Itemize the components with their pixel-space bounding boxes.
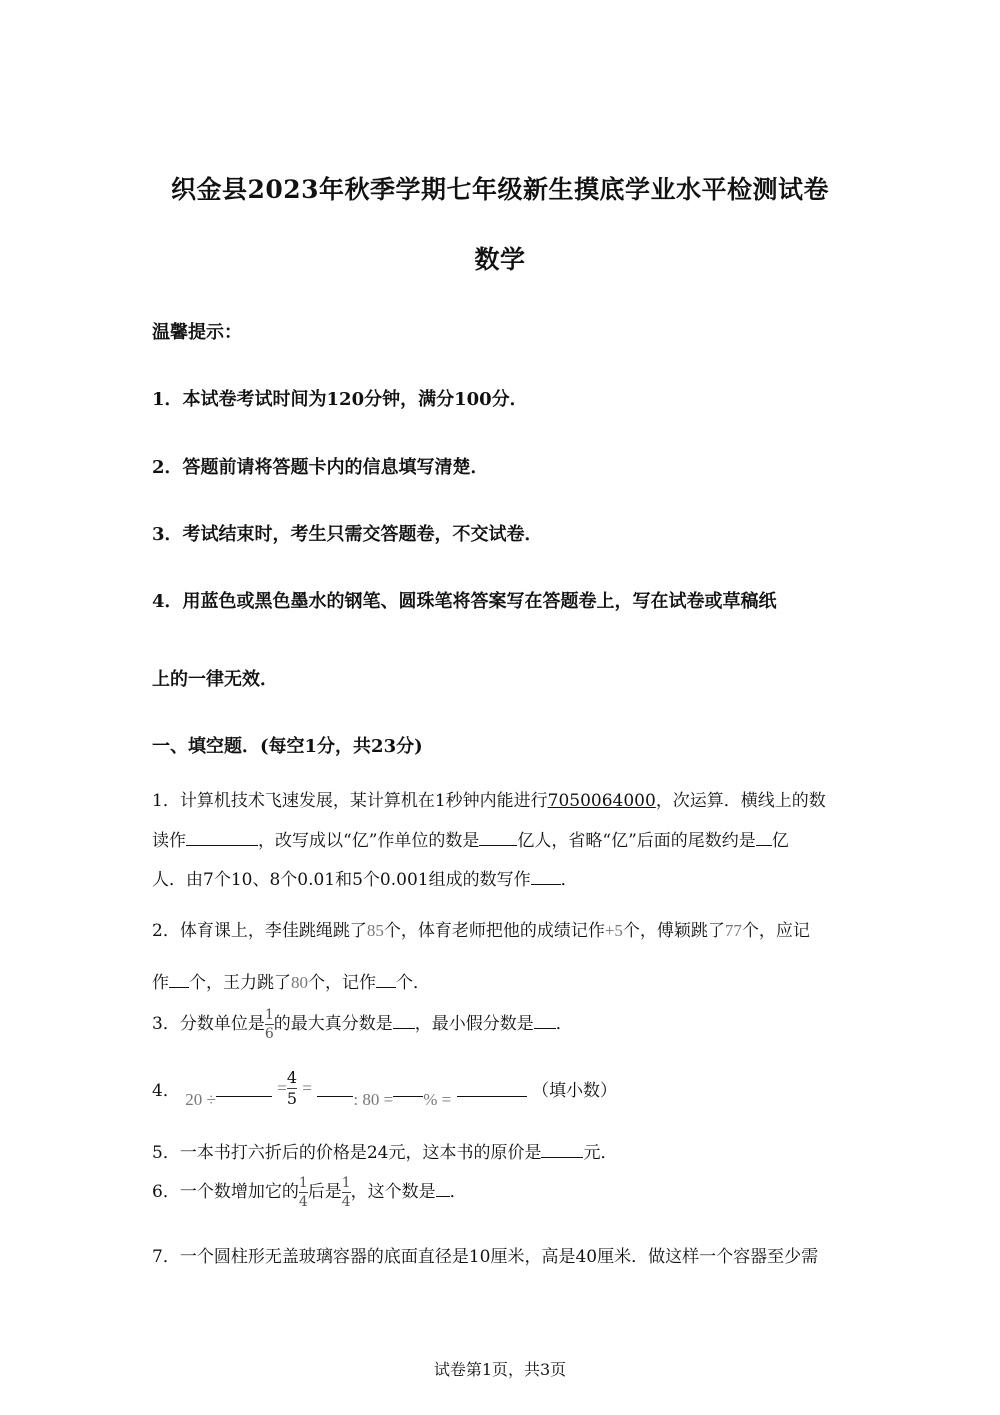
- q4-label: 4．: [152, 1081, 180, 1101]
- question-3: [152, 1008, 573, 1041]
- fraction-bar: [265, 1024, 274, 1025]
- q1-text: ，改写成以“亿”作单位的数是: [258, 831, 480, 851]
- fraction-denominator: 4: [341, 1194, 351, 1210]
- answer-blank[interactable]: [531, 867, 561, 885]
- q3-text: 3．分数单位是: [152, 1014, 265, 1034]
- q4-expression: 20 ÷: [185, 1090, 216, 1109]
- answer-blank[interactable]: [541, 1140, 583, 1158]
- section-heading: 一、填空题．(每空1分，共23分): [152, 736, 423, 757]
- q6-text: ，这个数是: [350, 1182, 436, 1202]
- q5-text: 5．一本书打六折后的价格是24元，这本书的原价是: [152, 1143, 542, 1163]
- exam-subject: 数学: [474, 245, 526, 274]
- q1-text: ，次运算．横线上的数: [655, 791, 826, 811]
- question-2-line-2: [152, 968, 430, 993]
- q1-number: 7050064000: [547, 791, 656, 811]
- question-7: [152, 1242, 818, 1267]
- q1-text: 读作: [152, 831, 186, 851]
- q2-value-80: 80: [291, 973, 308, 992]
- q7-text: 7．一个圆柱形无盖玻璃容器的底面直径是10厘米，高是40厘米．做这样一个容器至少需: [152, 1247, 819, 1267]
- answer-blank[interactable]: [376, 970, 396, 988]
- q4-equals: =: [302, 1078, 313, 1098]
- fraction-denominator: 6: [264, 1026, 274, 1042]
- q2-text: 个，王力跳了: [189, 973, 291, 993]
- q6-text: 后是: [307, 1182, 342, 1202]
- answer-blank[interactable]: [534, 1011, 556, 1029]
- question-1-line-2: [152, 826, 789, 851]
- fraction-one-quarter: [342, 1176, 351, 1209]
- q6-text: 6．一个数增加它的: [152, 1182, 299, 1202]
- q2-value-77: 77: [724, 921, 742, 940]
- fraction-denominator: 4: [298, 1194, 308, 1210]
- q3-text: 的最大真分数是: [273, 1014, 393, 1034]
- notice-item-4: 4．用蓝色或黑色墨水的钢笔、圆珠笔将答案写在答题卷上，写在试卷或草稿纸: [152, 591, 777, 612]
- fraction-bar: [342, 1192, 351, 1193]
- notice-item-3: 3．考试结束时，考生只需交答题卷，不交试卷．: [152, 524, 543, 545]
- q1-text: 人．由7个10、8个0.01和5个0.001组成的数写作: [152, 870, 531, 890]
- question-4: [152, 1070, 617, 1110]
- answer-blank[interactable]: [186, 828, 258, 846]
- q4-percent: % =: [423, 1090, 452, 1109]
- question-2-line-1: [152, 916, 810, 941]
- question-6: [152, 1176, 467, 1209]
- q2-text: 个，记作: [308, 973, 376, 993]
- answer-blank[interactable]: [393, 1079, 423, 1097]
- q2-text: 个．: [396, 973, 430, 993]
- answer-blank[interactable]: [216, 1079, 272, 1097]
- answer-blank[interactable]: [169, 970, 189, 988]
- exam-title: 织金县2023年秋季学期七年级新生摸底学业水平检测试卷: [170, 175, 830, 204]
- answer-blank[interactable]: [457, 1079, 527, 1097]
- fraction-one-sixth: [265, 1008, 274, 1041]
- q5-text: 元．: [583, 1143, 618, 1163]
- q4-note: （填小数）: [532, 1081, 618, 1101]
- answer-blank[interactable]: [756, 828, 772, 846]
- answer-blank[interactable]: [317, 1079, 353, 1097]
- q2-text: 个，体育老师把他的成绩记作: [383, 921, 605, 941]
- q2-value-plus5: +5: [604, 921, 623, 940]
- q1-text: ．: [560, 870, 578, 890]
- notice-item-1: 1．本试卷考试时间为120分钟，满分100分．: [152, 389, 528, 410]
- q1-text: 亿: [771, 831, 789, 851]
- fraction-bar: [299, 1192, 308, 1193]
- question-5: [152, 1138, 617, 1163]
- notice-item-2: 2．答题前请将答题卡内的信息填写清楚．: [152, 457, 489, 478]
- q2-text: 2．体育课上，李佳跳绳跳了: [152, 921, 367, 941]
- question-1-line-1: [152, 786, 826, 811]
- q2-text: 作: [152, 973, 169, 993]
- fraction-numerator: 4: [286, 1068, 298, 1087]
- q4-equals: =: [277, 1078, 287, 1098]
- fraction-numerator: 1: [341, 1175, 351, 1191]
- answer-blank[interactable]: [479, 828, 517, 846]
- q2-text: 个，傅颖跳了: [622, 921, 725, 941]
- answer-blank[interactable]: [393, 1011, 415, 1029]
- q2-text: 个，应记: [741, 921, 810, 941]
- q3-text: ，最小假分数是: [414, 1014, 534, 1034]
- q2-value-85: 85: [366, 921, 384, 940]
- q3-text: ．: [555, 1014, 573, 1034]
- answer-blank[interactable]: [436, 1179, 450, 1197]
- notice-item-4-cont: 上的一律无效．: [152, 669, 278, 690]
- q1-text: 亿人，省略“亿”后面的尾数约是: [517, 831, 756, 851]
- fraction-numerator: 1: [264, 1007, 274, 1023]
- fraction-one-quarter: [299, 1176, 308, 1209]
- fraction-denominator: 5: [286, 1089, 298, 1108]
- q6-text: ．: [449, 1182, 467, 1202]
- notice-heading: 温馨提示：: [152, 322, 242, 343]
- page-footer: 试卷第1页，共3页: [433, 1360, 567, 1379]
- question-1-line-3: [152, 865, 578, 890]
- fraction-numerator: 1: [298, 1175, 308, 1191]
- fraction-four-fifths: [287, 1070, 297, 1107]
- q1-text: 1．计算机技术飞速发展，某计算机在1秒钟内能进行: [152, 791, 548, 811]
- q4-ratio: : 80 =: [353, 1090, 394, 1109]
